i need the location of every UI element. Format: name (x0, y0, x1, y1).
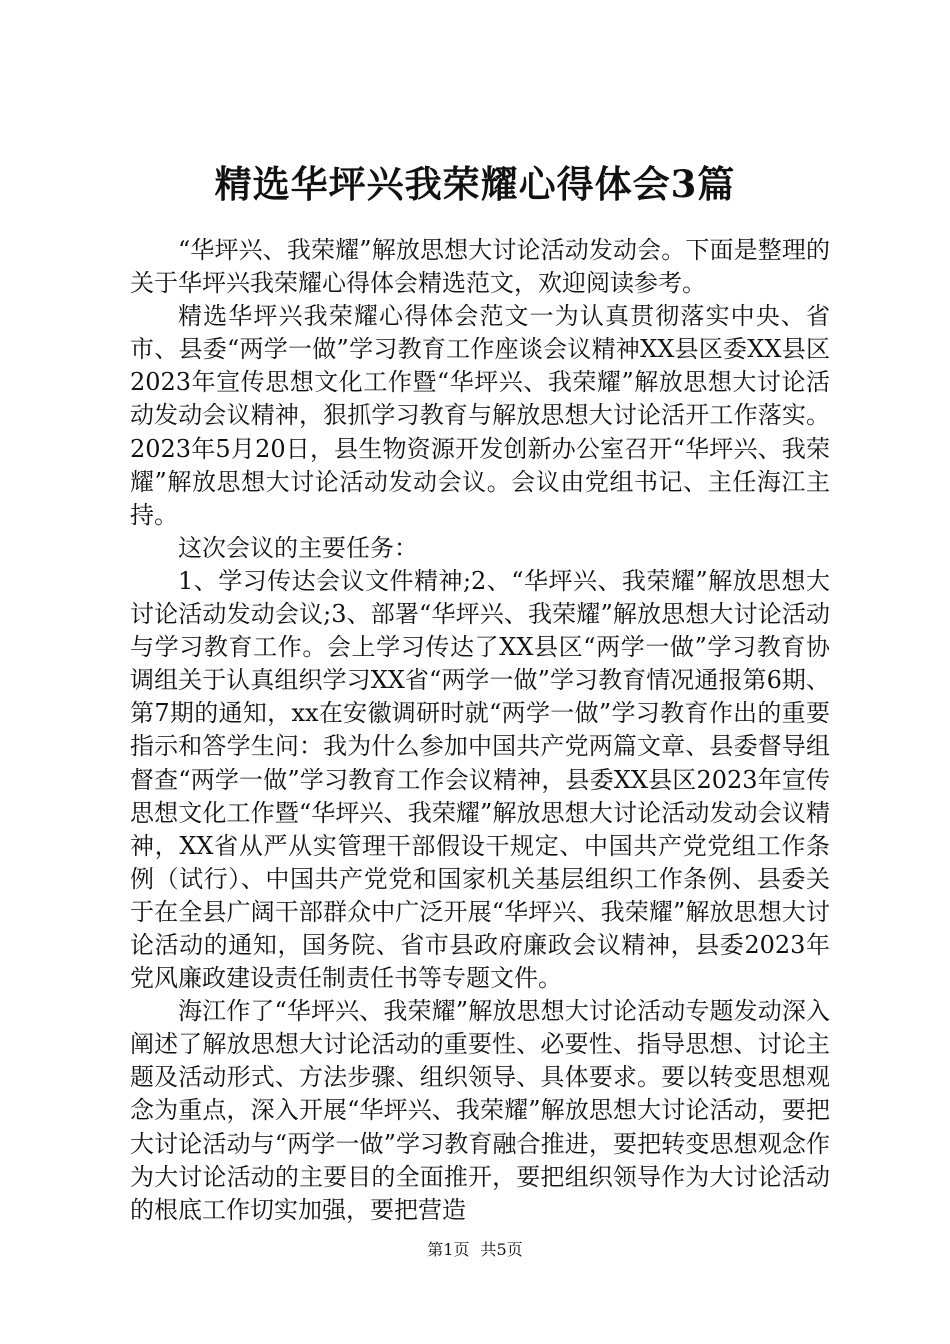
paragraph-intro: “华坪兴、我荣耀”解放思想大讨论活动发动会。下面是整理的关于华坪兴我荣耀心得体会精选范文，欢迎阅读参考。 (130, 236, 830, 298)
page-footer (0, 1240, 950, 1260)
document-body (130, 234, 830, 1227)
page-number: 第1页 (427, 1240, 470, 1259)
paragraph-sample-one: 精选华坪兴我荣耀心得体会范文一为认真贯彻落实中央、省市、县委“两学一做”学习教育工作座谈会议精神XX县区委XX县区2023年宣传思想文化工作暨“华坪兴、我荣耀”解放思想大讨论活动发动会议精神，狠抓学习教育与解放思想大讨论活开工作落实。2023年5月20日，县生物资源开发创新办公室召开“华坪兴、我荣耀”解放思想大讨论活动发动会议。会议由党组书记、主任海江主持。 (130, 302, 830, 529)
page-total: 共5页 (480, 1240, 523, 1259)
document-title: 精选华坪兴我荣耀心得体会3篇 (214, 162, 736, 206)
paragraph-mobilization: 海江作了“华坪兴、我荣耀”解放思想大讨论活动专题发动深入阐述了解放思想大讨论活动的重要性、必要性、指导思想、讨论主题及活动形式、方法步骤、组织领导、具体要求。要以转变思想观念为重点，深入开展“华坪兴、我荣耀”解放思想大讨论活动，要把大讨论活动与“两学一做”学习教育融合推进，要把转变思想观念作为大讨论活动的主要目的全面推开，要把组织领导作为大讨论活动的根底工作切实加强，要把营造 (130, 997, 830, 1224)
paragraph-task-list: 1、学习传达会议文件精神;2、“华坪兴、我荣耀”解放思想大讨论活动发动会议;3、部署“华坪兴、我荣耀”解放思想大讨论活动与学习教育工作。会上学习传达了XX县区“两学一做”学习教育协调组关于认真组织学习XX省“两学一做”学习教育情况通报第6期、第7期的通知，xx在安徽调研时就“两学一做”学习教育作出的重要指示和答学生问：我为什么参加中国共产党两篇文章、县委督导组督查“两学一做”学习教育工作会议精神，县委XX县区2023年宣传思想文化工作暨“华坪兴、我荣耀”解放思想大讨论活动发动会议精神，XX省从严从实管理干部假设干规定、中国共产党党组工作条例（试行）、中国共产党党和国家机关基层组织工作条例、县委关于在全县广阔干部群众中广泛开展“华坪兴、我荣耀”解放思想大讨论活动的通知，国务院、省市县政府廉政会议精神，县委2023年党风廉政建设责任制责任书等专题文件。 (130, 566, 830, 993)
paragraph-main-tasks: 这次会议的主要任务： (178, 533, 418, 562)
